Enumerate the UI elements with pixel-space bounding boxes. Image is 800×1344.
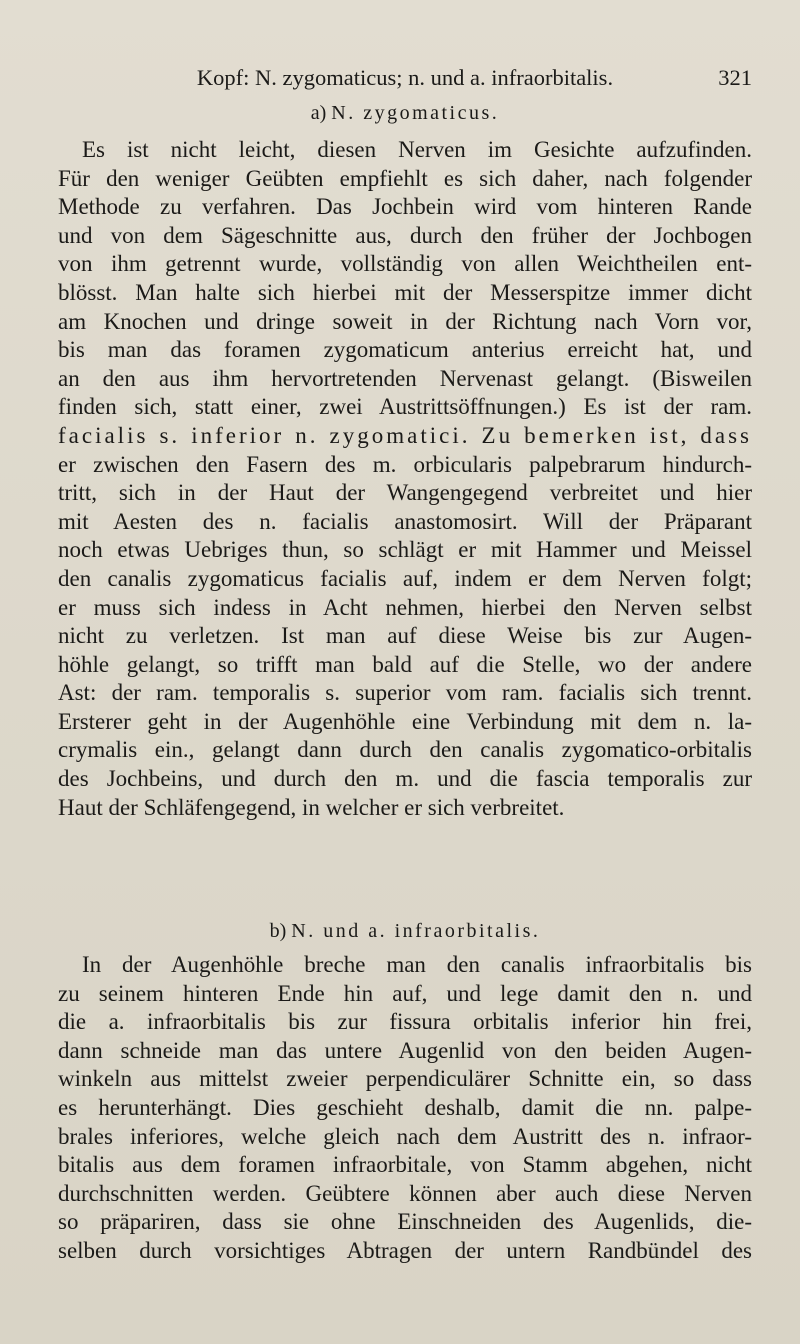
text-line: selben durch vorsichtiges Abtragen der untern Randbündel des (58, 1237, 752, 1263)
text-line: mit Aesten des n. facialis anastomosirt. Will der Präparant (58, 508, 752, 534)
text-line: Für den weniger Geübten empfiehlt es sich daher, nach folgender (58, 165, 752, 191)
text-line: nicht zu verletzen. Ist man auf diese Weise bis zur Augen- (58, 623, 752, 649)
text-line: er zwischen den Fasern des m. orbicularis palpebrarum hindurch- (58, 451, 752, 477)
text-line: an den aus ihm hervortretenden Nervenast gelangt. (Bisweilen (58, 365, 752, 391)
text-line: brales inferiores, welche gleich nach dem Austritt des n. infraor- (58, 1123, 752, 1149)
text-line: am Knochen und dringe soweit in der Richtung nach Vorn vor, (58, 308, 752, 334)
text-line: noch etwas Uebriges thun, so schlägt er mit Hammer und Meissel (58, 537, 752, 563)
text-line: und von dem Sägeschnitte aus, durch den früher der Jochbogen (58, 222, 752, 248)
section-heading-b (58, 920, 752, 943)
text-line: es herunterhängt. Dies geschieht deshalb, damit die nn. palpe- (58, 1094, 752, 1120)
text-line: so präpariren, dass sie ohne Einschneiden des Augenlids, die- (58, 1209, 752, 1235)
text-line: des Jochbeins, und durch den m. und die fascia temporalis zur (58, 766, 752, 792)
text-line: bitalis aus dem foramen infraorbitale, von Stamm abgehen, nicht (58, 1152, 752, 1178)
text-line: finden sich, statt einer, zwei Austrittsöffnungen.) Es ist der ram. (58, 394, 752, 420)
section-b-paragraph (58, 951, 752, 1266)
section-heading-a-prefix: a) (310, 102, 332, 124)
text-line: tritt, sich in der Haut der Wangengegend verbreitet und hier (58, 480, 752, 506)
text-line: crymalis ein., gelangt dann durch den canalis zygomatico-orbitalis (58, 737, 752, 763)
text-line: facialis s. inferior n. zygomatici. Zu bemerken ist, dass (58, 422, 752, 448)
section-a-paragraph (58, 136, 752, 822)
text-line: zu seinem hinteren Ende hin auf, und lege damit den n. und (58, 980, 752, 1006)
text-line: bis man das foramen zygomaticum anterius erreicht hat, und (58, 337, 752, 363)
running-title: Kopf: N. zygomaticus; n. und a. infraorbitalis. (196, 65, 614, 90)
text-line: höhle gelangt, so trifft man bald auf die Stelle, wo der andere (58, 651, 752, 677)
section-heading-a-title: N. zygomaticus. (331, 102, 500, 124)
text-line: die a. infraorbitalis bis zur fissura orbitalis inferior hin frei, (58, 1009, 752, 1035)
text-line: von ihm getrennt wurde, vollständig von allen Weichtheilen ent- (58, 251, 752, 277)
text-line: Haut der Schläfengegend, in welcher er sich verbreitet. (58, 794, 565, 820)
section-heading-b-title: N. und a. infraorbitalis. (291, 920, 541, 942)
text-line: In der Augenhöhle breche man den canalis infraorbitalis bis (82, 952, 752, 977)
text-line: Es ist nicht leicht, diesen Nerven im Gesichte aufzufinden. (82, 137, 752, 162)
section-heading-b-prefix: b) (269, 920, 292, 942)
text-line: durchschnitten werden. Geübtere können aber auch diese Nerven (58, 1180, 752, 1206)
text-line: den canalis zygomaticus facialis auf, indem er dem Nerven folgt; (58, 565, 752, 591)
text-line: dann schneide man das untere Augenlid von den beiden Augen- (58, 1037, 752, 1063)
page-number: 321 (718, 65, 752, 90)
text-line: er muss sich indess in Acht nehmen, hierbei den Nerven selbst (58, 594, 752, 620)
text-line: Ast: der ram. temporalis s. superior vom ram. facialis sich trennt. (58, 680, 752, 706)
running-header (58, 63, 752, 93)
text-line: blösst. Man halte sich hierbei mit der Messerspitze immer dicht (58, 279, 752, 305)
text-line: winkeln aus mittelst zweier perpendiculärer Schnitte ein, so dass (58, 1066, 752, 1092)
section-heading-a (58, 102, 752, 125)
text-line: Methode zu verfahren. Das Jochbein wird vom hinteren Rande (58, 194, 752, 220)
text-line: Ersterer geht in der Augenhöhle eine Verbindung mit dem n. la- (58, 708, 752, 734)
